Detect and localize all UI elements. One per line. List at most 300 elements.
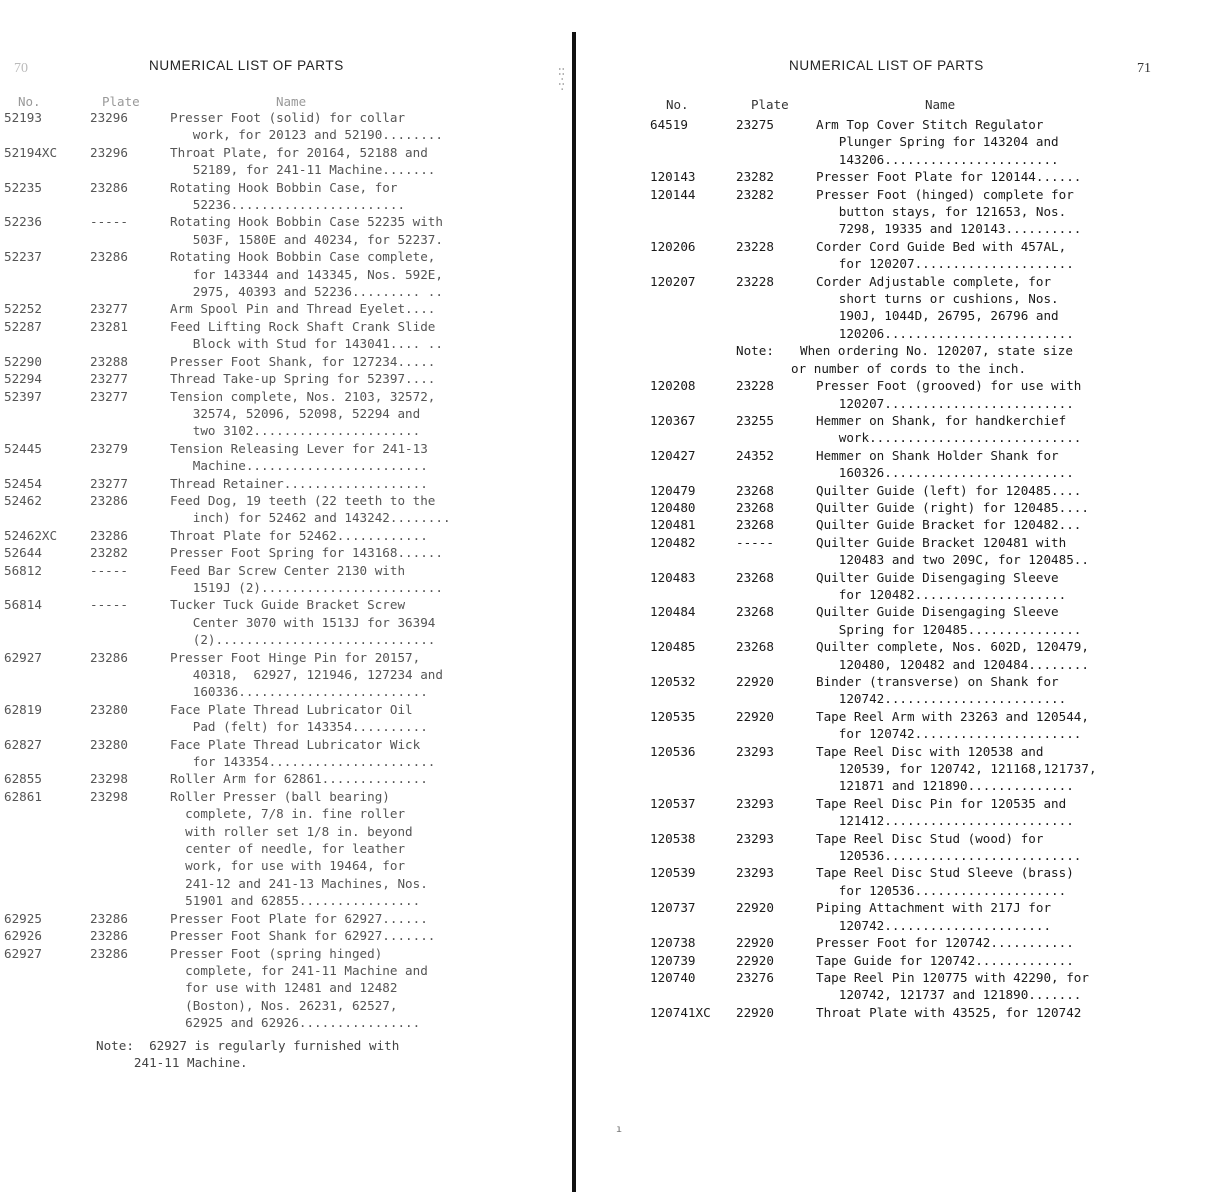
plate-number: 22920 — [736, 674, 774, 689]
part-number — [4, 335, 90, 352]
table-row — [4, 770, 564, 787]
plate-number — [736, 133, 816, 150]
part-number: 120535 — [650, 708, 696, 724]
part-number: 120144 — [650, 186, 696, 202]
part-number — [4, 196, 90, 213]
plate-number — [90, 875, 170, 892]
part-number: 120481 — [650, 517, 696, 533]
part-name-line: Tape Reel Arm with 23263 and 120544, — [816, 708, 1089, 724]
part-name-line: Quilter Guide (left) for 120485.... — [816, 482, 1082, 498]
part-number: 120740 — [650, 969, 696, 985]
part-name-line: Thread Retainer................... — [170, 475, 428, 491]
plate-number: 22920 — [736, 952, 774, 968]
plate-number — [90, 997, 170, 1014]
plate-number: 23293 — [736, 743, 774, 759]
part-number: 120479 — [650, 482, 696, 498]
part-name-line: 120480, 120482 and 120484........ — [816, 656, 1089, 672]
part-name-line: Throat Plate with 43525, for 120742 — [816, 1004, 1082, 1020]
plate-number — [90, 805, 170, 822]
part-number — [4, 823, 90, 840]
table-row — [650, 342, 1200, 359]
table-row — [4, 475, 564, 492]
part-name-line: Quilter Guide Disengaging Sleeve — [816, 604, 1059, 620]
part-name-line: Tension Releasing Lever for 241-13 — [170, 440, 428, 456]
col-no-right: No. — [666, 97, 689, 112]
part-number: 62827 — [4, 736, 42, 752]
part-number: 52236 — [4, 214, 42, 230]
part-name-line: (2)............................. — [170, 632, 436, 648]
part-number: 52462 — [4, 492, 42, 508]
part-number: 62819 — [4, 701, 42, 717]
part-number: 52287 — [4, 318, 42, 334]
plate-number — [90, 231, 170, 248]
table-row — [650, 569, 1200, 604]
part-name-line: Tape Guide for 120742............. — [816, 952, 1074, 968]
table-row — [650, 168, 1200, 185]
part-name-line: work............................ — [816, 430, 1082, 446]
plate-number: 23286 — [90, 179, 128, 195]
plate-number — [90, 840, 170, 857]
part-name-line: Tape Reel Pin 120775 with 42290, for — [816, 969, 1089, 985]
plate-number: 23276 — [736, 969, 774, 985]
col-name-right: Name — [925, 97, 956, 112]
part-name-line: Quilter complete, Nos. 602D, 120479, — [816, 639, 1089, 655]
part-number: 120741XC — [650, 1004, 711, 1020]
part-name-line: Face Plate Thread Lubricator Wick — [170, 736, 421, 752]
part-number: 52290 — [4, 353, 42, 369]
part-name-line: work, for use with 19464, for — [170, 858, 406, 874]
note-prefix: or — [791, 360, 814, 376]
part-name-line: 160326......................... — [816, 465, 1074, 481]
table-row — [650, 360, 1200, 377]
part-name-line: Feed Bar Screw Center 2130 with — [170, 562, 406, 578]
table-row — [650, 743, 1200, 795]
plate-number: 23298 — [90, 788, 128, 804]
table-row — [650, 238, 1200, 273]
plate-number — [736, 429, 816, 446]
table-row — [4, 179, 564, 214]
part-name-line: Binder (transverse) on Shank for — [816, 674, 1059, 689]
plate-number: 23286 — [90, 249, 128, 265]
plate-number: 23275 — [736, 117, 774, 132]
part-number: 62861 — [4, 788, 42, 804]
plate-number — [736, 464, 816, 481]
part-number — [4, 405, 90, 422]
part-number: 120485 — [650, 639, 696, 655]
part-name-line: Tape Reel Disc with 120538 and — [816, 743, 1044, 759]
part-name-line: When ordering No. 120207, state size — [800, 343, 1073, 359]
part-number — [4, 631, 90, 648]
table-row — [4, 527, 564, 544]
part-number: 120206 — [650, 238, 696, 254]
plate-number: 23286 — [90, 945, 128, 961]
part-number — [4, 857, 90, 874]
plate-number: 23268 — [736, 517, 774, 533]
plate-number: 23268 — [736, 604, 774, 620]
footnote-line: Note: 62927 is regularly furnished with — [96, 1038, 400, 1053]
part-number — [4, 422, 90, 439]
part-number: 120537 — [650, 795, 696, 811]
part-number — [650, 847, 736, 864]
plate-number: 23228 — [736, 378, 774, 394]
part-number — [4, 457, 90, 474]
part-name-line: 62925 and 62926................ — [170, 1015, 421, 1031]
part-name-line: Presser Foot Plate for 120144...... — [816, 169, 1082, 185]
part-name-line: Presser Foot (solid) for collar — [170, 110, 406, 125]
plate-number: 23288 — [90, 353, 128, 369]
footnote-line: 241-11 Machine. — [96, 1055, 248, 1071]
part-name-line: Pad (felt) for 143354.......... — [170, 719, 428, 735]
part-name-line: 120207......................... — [816, 395, 1074, 411]
part-name-line: Tension complete, Nos. 2103, 32572, — [170, 388, 436, 404]
part-name-line: Rotating Hook Bobbin Case 52235 with — [170, 214, 443, 230]
plate-number — [736, 847, 816, 864]
table-row — [4, 318, 564, 353]
plate-number: 23281 — [90, 318, 128, 334]
part-number: 52462XC — [4, 527, 58, 543]
part-number — [4, 892, 90, 909]
part-number: 120483 — [650, 569, 696, 585]
plate-number: 24352 — [736, 447, 774, 463]
plate-number: 23268 — [736, 482, 774, 498]
plate-number — [736, 690, 816, 707]
part-name-line: number of cords to the inch. — [813, 360, 1027, 376]
scan-mark-2: ı — [616, 1124, 623, 1135]
part-name-line: complete, for 241-11 Machine and — [170, 962, 428, 978]
plate-number — [90, 753, 170, 770]
part-number — [4, 614, 90, 631]
plate-number — [736, 777, 816, 794]
table-row — [650, 830, 1200, 865]
part-name-line: Hemmer on Shank, for handkerchief — [816, 412, 1067, 428]
table-row — [4, 649, 564, 701]
part-name-line: Presser Foot Shank for 62927....... — [170, 928, 436, 944]
part-number: 52237 — [4, 249, 42, 265]
part-name-line: Piping Attachment with 217J for — [816, 900, 1052, 916]
table-row — [650, 1004, 1200, 1021]
part-name-line: Tape Reel Disc Stud Sleeve (brass) — [816, 865, 1074, 881]
plate-number — [736, 621, 816, 638]
part-number — [650, 307, 736, 324]
part-number: 52454 — [4, 475, 42, 491]
plate-number — [736, 882, 816, 899]
part-number — [650, 725, 736, 742]
part-number — [650, 342, 736, 359]
part-number: 52193 — [4, 110, 42, 125]
part-number — [650, 586, 736, 603]
part-number: 62926 — [4, 928, 42, 944]
plate-number: 23268 — [736, 639, 774, 655]
part-name-line: 121871 and 121890.............. — [816, 778, 1074, 794]
table-row — [4, 144, 564, 179]
part-number — [650, 220, 736, 237]
plate-number: 23282 — [736, 169, 774, 185]
table-row — [4, 596, 564, 648]
part-number: 52397 — [4, 388, 42, 404]
table-row — [650, 952, 1200, 969]
plate-number: ----- — [90, 214, 128, 230]
part-name-line: Presser Foot (hinged) complete for — [816, 186, 1074, 202]
part-number — [650, 551, 736, 568]
table-row — [4, 788, 564, 910]
page-number-right: 71 — [1137, 61, 1151, 76]
part-name-line: short turns or cushions, Nos. — [816, 291, 1059, 307]
plate-number — [90, 283, 170, 300]
table-row — [650, 412, 1200, 447]
part-number: 56812 — [4, 562, 42, 578]
plate-number — [90, 892, 170, 909]
plate-number: 22920 — [736, 900, 774, 916]
plate-number: 23268 — [736, 499, 774, 515]
plate-number: 23255 — [736, 412, 774, 428]
part-number — [4, 666, 90, 683]
plate-number — [90, 979, 170, 996]
plate-number: 23286 — [90, 527, 128, 543]
plate-number: 23277 — [90, 475, 128, 491]
part-name-line: for 120536.................... — [816, 882, 1067, 898]
plate-number — [736, 151, 816, 168]
table-row — [650, 795, 1200, 830]
page-header-right: NUMERICAL LIST OF PARTS — [789, 58, 984, 73]
plate-number: 23293 — [736, 795, 774, 811]
table-row — [650, 447, 1200, 482]
plate-number: ----- — [736, 534, 774, 550]
table-row — [4, 109, 564, 144]
part-name-line: Spring for 120485............... — [816, 621, 1082, 637]
part-number — [4, 875, 90, 892]
table-row — [4, 492, 564, 527]
part-name-line: 160336......................... — [170, 684, 428, 700]
part-name-line: Throat Plate, for 20164, 52188 and — [170, 144, 428, 160]
part-number — [4, 683, 90, 700]
plate-number — [736, 812, 816, 829]
part-number: 120480 — [650, 499, 696, 515]
plate-number — [90, 823, 170, 840]
part-number — [4, 283, 90, 300]
part-number — [4, 231, 90, 248]
part-name-line: 120742...................... — [816, 917, 1052, 933]
table-row — [4, 927, 564, 944]
plate-number: 22920 — [736, 708, 774, 724]
part-number: 120143 — [650, 169, 696, 185]
part-number: 56814 — [4, 597, 42, 613]
page-number-left: 70 — [14, 61, 28, 76]
part-name-line: 121412......................... — [816, 813, 1074, 829]
part-number — [4, 962, 90, 979]
part-name-line: Corder Cord Guide Bed with 457AL, — [816, 238, 1067, 254]
part-name-line: two 3102...................... — [170, 423, 421, 439]
part-number — [650, 760, 736, 777]
part-number: 120208 — [650, 378, 696, 394]
part-name-line: 120536.......................... — [816, 848, 1082, 864]
plate-number: 23228 — [736, 238, 774, 254]
part-number: 52644 — [4, 545, 42, 561]
col-name-left: Name — [276, 94, 307, 109]
plate-number — [90, 161, 170, 178]
part-name-line: Center 3070 with 1513J for 36394 — [170, 614, 436, 630]
plate-number — [90, 962, 170, 979]
plate-number: 23286 — [90, 492, 128, 508]
plate-number: 23277 — [90, 301, 128, 317]
part-name-line: Presser Foot Spring for 143168...... — [170, 545, 443, 561]
part-number — [650, 151, 736, 168]
part-number — [650, 290, 736, 307]
footnote-left — [96, 1037, 399, 1072]
plate-number: 23279 — [90, 440, 128, 456]
part-number — [650, 255, 736, 272]
plate-number — [736, 220, 816, 237]
plate-number: 23277 — [90, 388, 128, 404]
part-number: 120367 — [650, 412, 696, 428]
plate-number — [90, 614, 170, 631]
plate-number — [90, 405, 170, 422]
part-number: 62927 — [4, 945, 42, 961]
part-name-line: Thread Take-up Spring for 52397.... — [170, 371, 436, 387]
part-name-line: Face Plate Thread Lubricator Oil — [170, 701, 413, 717]
part-number — [650, 203, 736, 220]
table-row — [650, 899, 1200, 934]
part-name-line: 32574, 52096, 52098, 52294 and — [170, 405, 421, 421]
part-name-line: Arm Top Cover Stitch Regulator — [816, 117, 1044, 132]
part-number: 120539 — [650, 865, 696, 881]
table-row — [4, 910, 564, 927]
plate-number: 22920 — [736, 935, 774, 951]
part-name-line: 52236....................... — [170, 197, 406, 213]
table-row — [4, 353, 564, 370]
plate-number — [736, 725, 816, 742]
plate-number — [736, 586, 816, 603]
part-name-line: Plunger Spring for 143204 and — [816, 134, 1059, 150]
plate-number: 23296 — [90, 144, 128, 160]
part-number — [650, 621, 736, 638]
part-number: 120484 — [650, 604, 696, 620]
part-number — [650, 690, 736, 707]
plate-number: 23296 — [90, 110, 128, 125]
part-number — [650, 917, 736, 934]
part-name-line: Quilter Guide Bracket for 120482... — [816, 517, 1082, 533]
parts-list-right — [650, 116, 1200, 1021]
part-name-line: Throat Plate for 52462............ — [170, 527, 428, 543]
part-name-line: 241-12 and 241-13 Machines, Nos. — [170, 875, 428, 891]
plate-number — [90, 509, 170, 526]
plate-number — [90, 1014, 170, 1031]
table-row — [650, 116, 1200, 168]
table-row — [650, 482, 1200, 499]
part-name-line: 190J, 1044D, 26795, 26796 and — [816, 308, 1059, 324]
part-name-line: 7298, 19335 and 120143.......... — [816, 221, 1082, 237]
part-name-line: 503F, 1580E and 40234, for 52237. — [170, 231, 443, 247]
part-number: 120737 — [650, 900, 696, 916]
part-name-line: Arm Spool Pin and Thread Eyelet.... — [170, 301, 436, 317]
plate-number: 23280 — [90, 736, 128, 752]
part-number — [650, 360, 736, 377]
part-number — [4, 997, 90, 1014]
part-name-line: 2975, 40393 and 52236......... .. — [170, 284, 443, 300]
part-number: 120739 — [650, 952, 696, 968]
part-number — [4, 840, 90, 857]
part-number — [4, 509, 90, 526]
part-number — [4, 579, 90, 596]
part-name-line: Rotating Hook Bobbin Case, for — [170, 179, 398, 195]
plate-number — [736, 917, 816, 934]
plate-number: 23286 — [90, 910, 128, 926]
part-number: 52194XC — [4, 144, 58, 160]
part-number: 62927 — [4, 649, 42, 665]
part-name-line: for 143344 and 143345, Nos. 592E, — [170, 266, 443, 282]
part-name-line: Quilter Guide Bracket 120481 with — [816, 534, 1067, 550]
table-row — [650, 673, 1200, 708]
plate-number — [90, 126, 170, 143]
table-row — [4, 701, 564, 736]
plate-number: 23268 — [736, 569, 774, 585]
table-row — [650, 934, 1200, 951]
plate-number — [736, 551, 816, 568]
plate-number: Note: — [736, 343, 774, 359]
plate-number — [736, 656, 816, 673]
col-no-left: No. — [18, 94, 41, 109]
part-number — [4, 979, 90, 996]
part-number — [650, 986, 736, 1003]
part-number — [650, 882, 736, 899]
table-row — [650, 377, 1200, 412]
part-name-line: work, for 20123 and 52190........ — [170, 127, 443, 143]
part-name-line: Presser Foot (spring hinged) — [170, 945, 383, 961]
part-number: 120538 — [650, 830, 696, 846]
plate-number — [90, 196, 170, 213]
part-name-line: 143206....................... — [816, 151, 1059, 167]
table-row — [4, 388, 564, 440]
part-name-line: 52189, for 241-11 Machine....... — [170, 162, 436, 178]
part-number — [4, 1014, 90, 1031]
plate-number: 22920 — [736, 1004, 774, 1020]
plate-number — [736, 760, 816, 777]
scan-mark: ::·:· — [556, 66, 567, 92]
part-name-line: complete, 7/8 in. fine roller — [170, 806, 406, 822]
col-plate-right: Plate — [751, 97, 789, 112]
table-row — [650, 186, 1200, 238]
table-row — [650, 516, 1200, 533]
plate-number: 23277 — [90, 371, 128, 387]
part-number — [650, 464, 736, 481]
part-name-line: for 143354...................... — [170, 754, 436, 770]
plate-number — [736, 986, 816, 1003]
part-number: 120427 — [650, 447, 696, 463]
part-name-line: button stays, for 121653, Nos. — [816, 204, 1067, 220]
right-page — [580, 0, 1205, 1193]
table-row — [650, 864, 1200, 899]
table-row — [650, 534, 1200, 569]
table-row — [4, 544, 564, 561]
plate-number — [90, 683, 170, 700]
part-name-line: Presser Foot Hinge Pin for 20157, — [170, 649, 421, 665]
part-number: 62855 — [4, 771, 42, 787]
parts-list-left — [4, 109, 564, 1032]
part-name-line: Tucker Tuck Guide Bracket Screw — [170, 597, 406, 613]
part-number: 64519 — [650, 117, 688, 132]
part-name-line: 51901 and 62855................ — [170, 893, 421, 909]
plate-number: 23282 — [90, 545, 128, 561]
part-number: 52294 — [4, 371, 42, 387]
part-name-line: Presser Foot Shank, for 127234..... — [170, 353, 436, 369]
part-name-line: Machine........................ — [170, 458, 428, 474]
part-name-line: Presser Foot for 120742........... — [816, 935, 1074, 951]
plate-number — [90, 857, 170, 874]
plate-number — [736, 203, 816, 220]
plate-number: ----- — [90, 562, 128, 578]
table-row — [4, 736, 564, 771]
part-name-line: Corder Adjustable complete, for — [816, 273, 1052, 289]
table-row — [650, 708, 1200, 743]
